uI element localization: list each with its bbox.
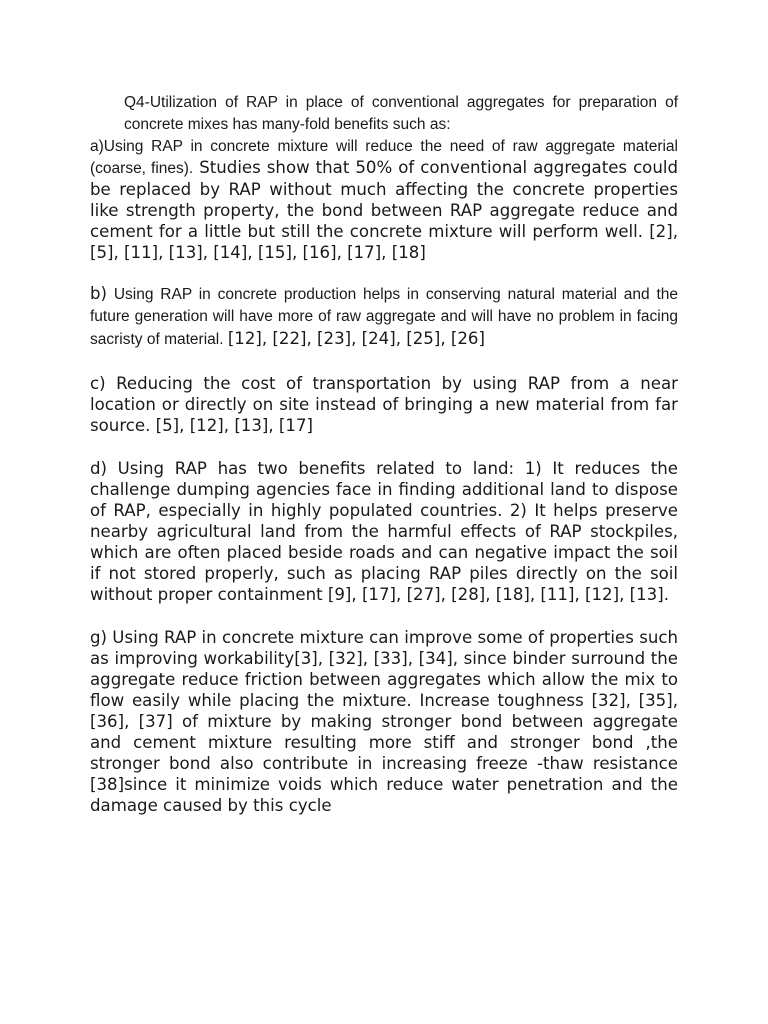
- benefit-g-paragraph: g) Using RAP in concrete mixture can improve some of properties such as improving workability[3], [32], [33], [34], since binder surround the aggregate reduce friction between aggregates which allow the mix to flow easily while placing the mixture. Increase toughness [32], [35], [36], [37] of mixture by making stronger bond between aggregate and cement mixture resulting more stiff and stronger bond ,the stronger bond also contribute in increasing freeze -thaw resistance [38]since it minimize voids which reduce water penetration and the damage caused by this cycle: [90, 628, 678, 815]
- benefit-b-paragraph: [90, 283, 678, 351]
- benefit-b-lead: b): [90, 284, 108, 303]
- benefit-a-lead: a)Using RAP in concrete mixture will reduce the need of raw aggregate material (coarse, fines).: [90, 138, 678, 177]
- benefit-a-paragraph: [90, 136, 678, 263]
- benefit-b-refs: [12], [22], [23], [24], [25], [26]: [227, 329, 485, 348]
- document-page: [90, 92, 678, 816]
- question-intro: Q4-Utilization of RAP in place of conventional aggregates for preparation of concrete mixes has many-fold benefits such as:: [124, 94, 678, 133]
- benefit-b-body: Using RAP in concrete production helps in conserving natural material and the future generation will have more of raw aggregate and will have no problem in facing sacristy of material.: [90, 286, 678, 348]
- benefit-d-paragraph: d) Using RAP has two benefits related to land: 1) It reduces the challenge dumping agencies face in finding additional land to dispose of RAP, especially in highly populated countries. 2) It helps preserve nearby agricultural land from the harmful effects of RAP stockpiles, which are often placed beside roads and can negative impact the soil if not stored properly, such as placing RAP piles directly on the soil without proper containment [9], [17], [27], [28], [18], [11], [12], [13].: [90, 459, 678, 604]
- benefit-a-body: Studies show that 50% of conventional aggregates could be replaced by RAP without much affecting the concrete properties like strength property, the bond between RAP aggregate reduce and cement for a little but still the concrete mixture will perform well. [2], [5], [11], [13], [14], [15], [16], [17], [18]: [90, 158, 678, 262]
- benefit-c-paragraph: c) Reducing the cost of transportation by using RAP from a near location or directly on site instead of bringing a new material from far source. [5], [12], [13], [17]: [90, 374, 678, 435]
